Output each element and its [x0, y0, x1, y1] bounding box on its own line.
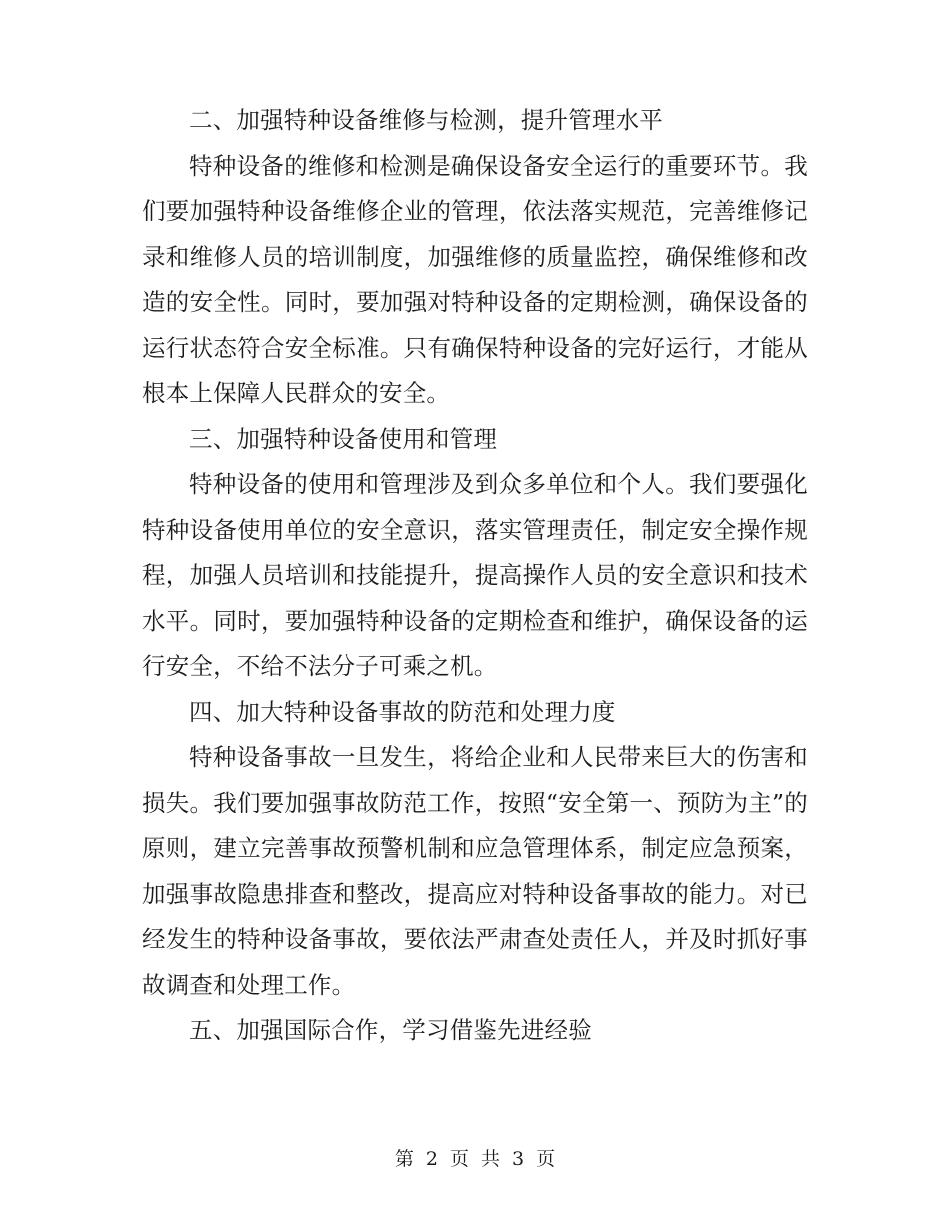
section-heading-2: 二、加强特种设备维修与检测，提升管理水平 [189, 106, 663, 134]
document-body [142, 98, 808, 1054]
page-number-footer: 第 2 页 共 3 页 [394, 1148, 556, 1170]
section-heading-4: 四、加大特种设备事故的防范和处理力度 [189, 697, 616, 726]
section-heading-5: 五、加强国际合作，学习借鉴先进经验 [189, 1016, 592, 1044]
section-heading-3: 三、加强特种设备使用和管理 [189, 424, 498, 453]
section-paragraph-2: 特种设备的维修和检测是确保设备安全运行的重要环节。我们要加强特种设备维修企业的管理，依法落实规范，完善维修记录和维修人员的培训制度，加强维修的质量监控，确保维修和改造的安全性。同时，要加强对特种设备的定期检测，确保设备的运行状态符合安全标准。只有确保特种设备的完好运行，才能从根本上保障人民群众的安全。 [142, 151, 808, 407]
section-paragraph-4: 特种设备事故一旦发生，将给企业和人民带来巨大的伤害和损失。我们要加强事故防范工作，按照“安全第一、预防为主”的原则，建立完善事故预警机制和应急管理体系，制定应急预案，加强事故隐患排查和整改，提高应对特种设备事故的能力。对已经发生的特种设备事故，要依法严肃查处责任人，并及时抓好事故调查和处理工作。 [142, 743, 808, 999]
section-paragraph-3: 特种设备的使用和管理涉及到众多单位和个人。我们要强化特种设备使用单位的安全意识，落实管理责任，制定安全操作规程，加强人员培训和技能提升，提高操作人员的安全意识和技术水平。同时，要加强特种设备的定期检查和维护，确保设备的运行安全，不给不法分子可乘之机。 [142, 470, 808, 680]
